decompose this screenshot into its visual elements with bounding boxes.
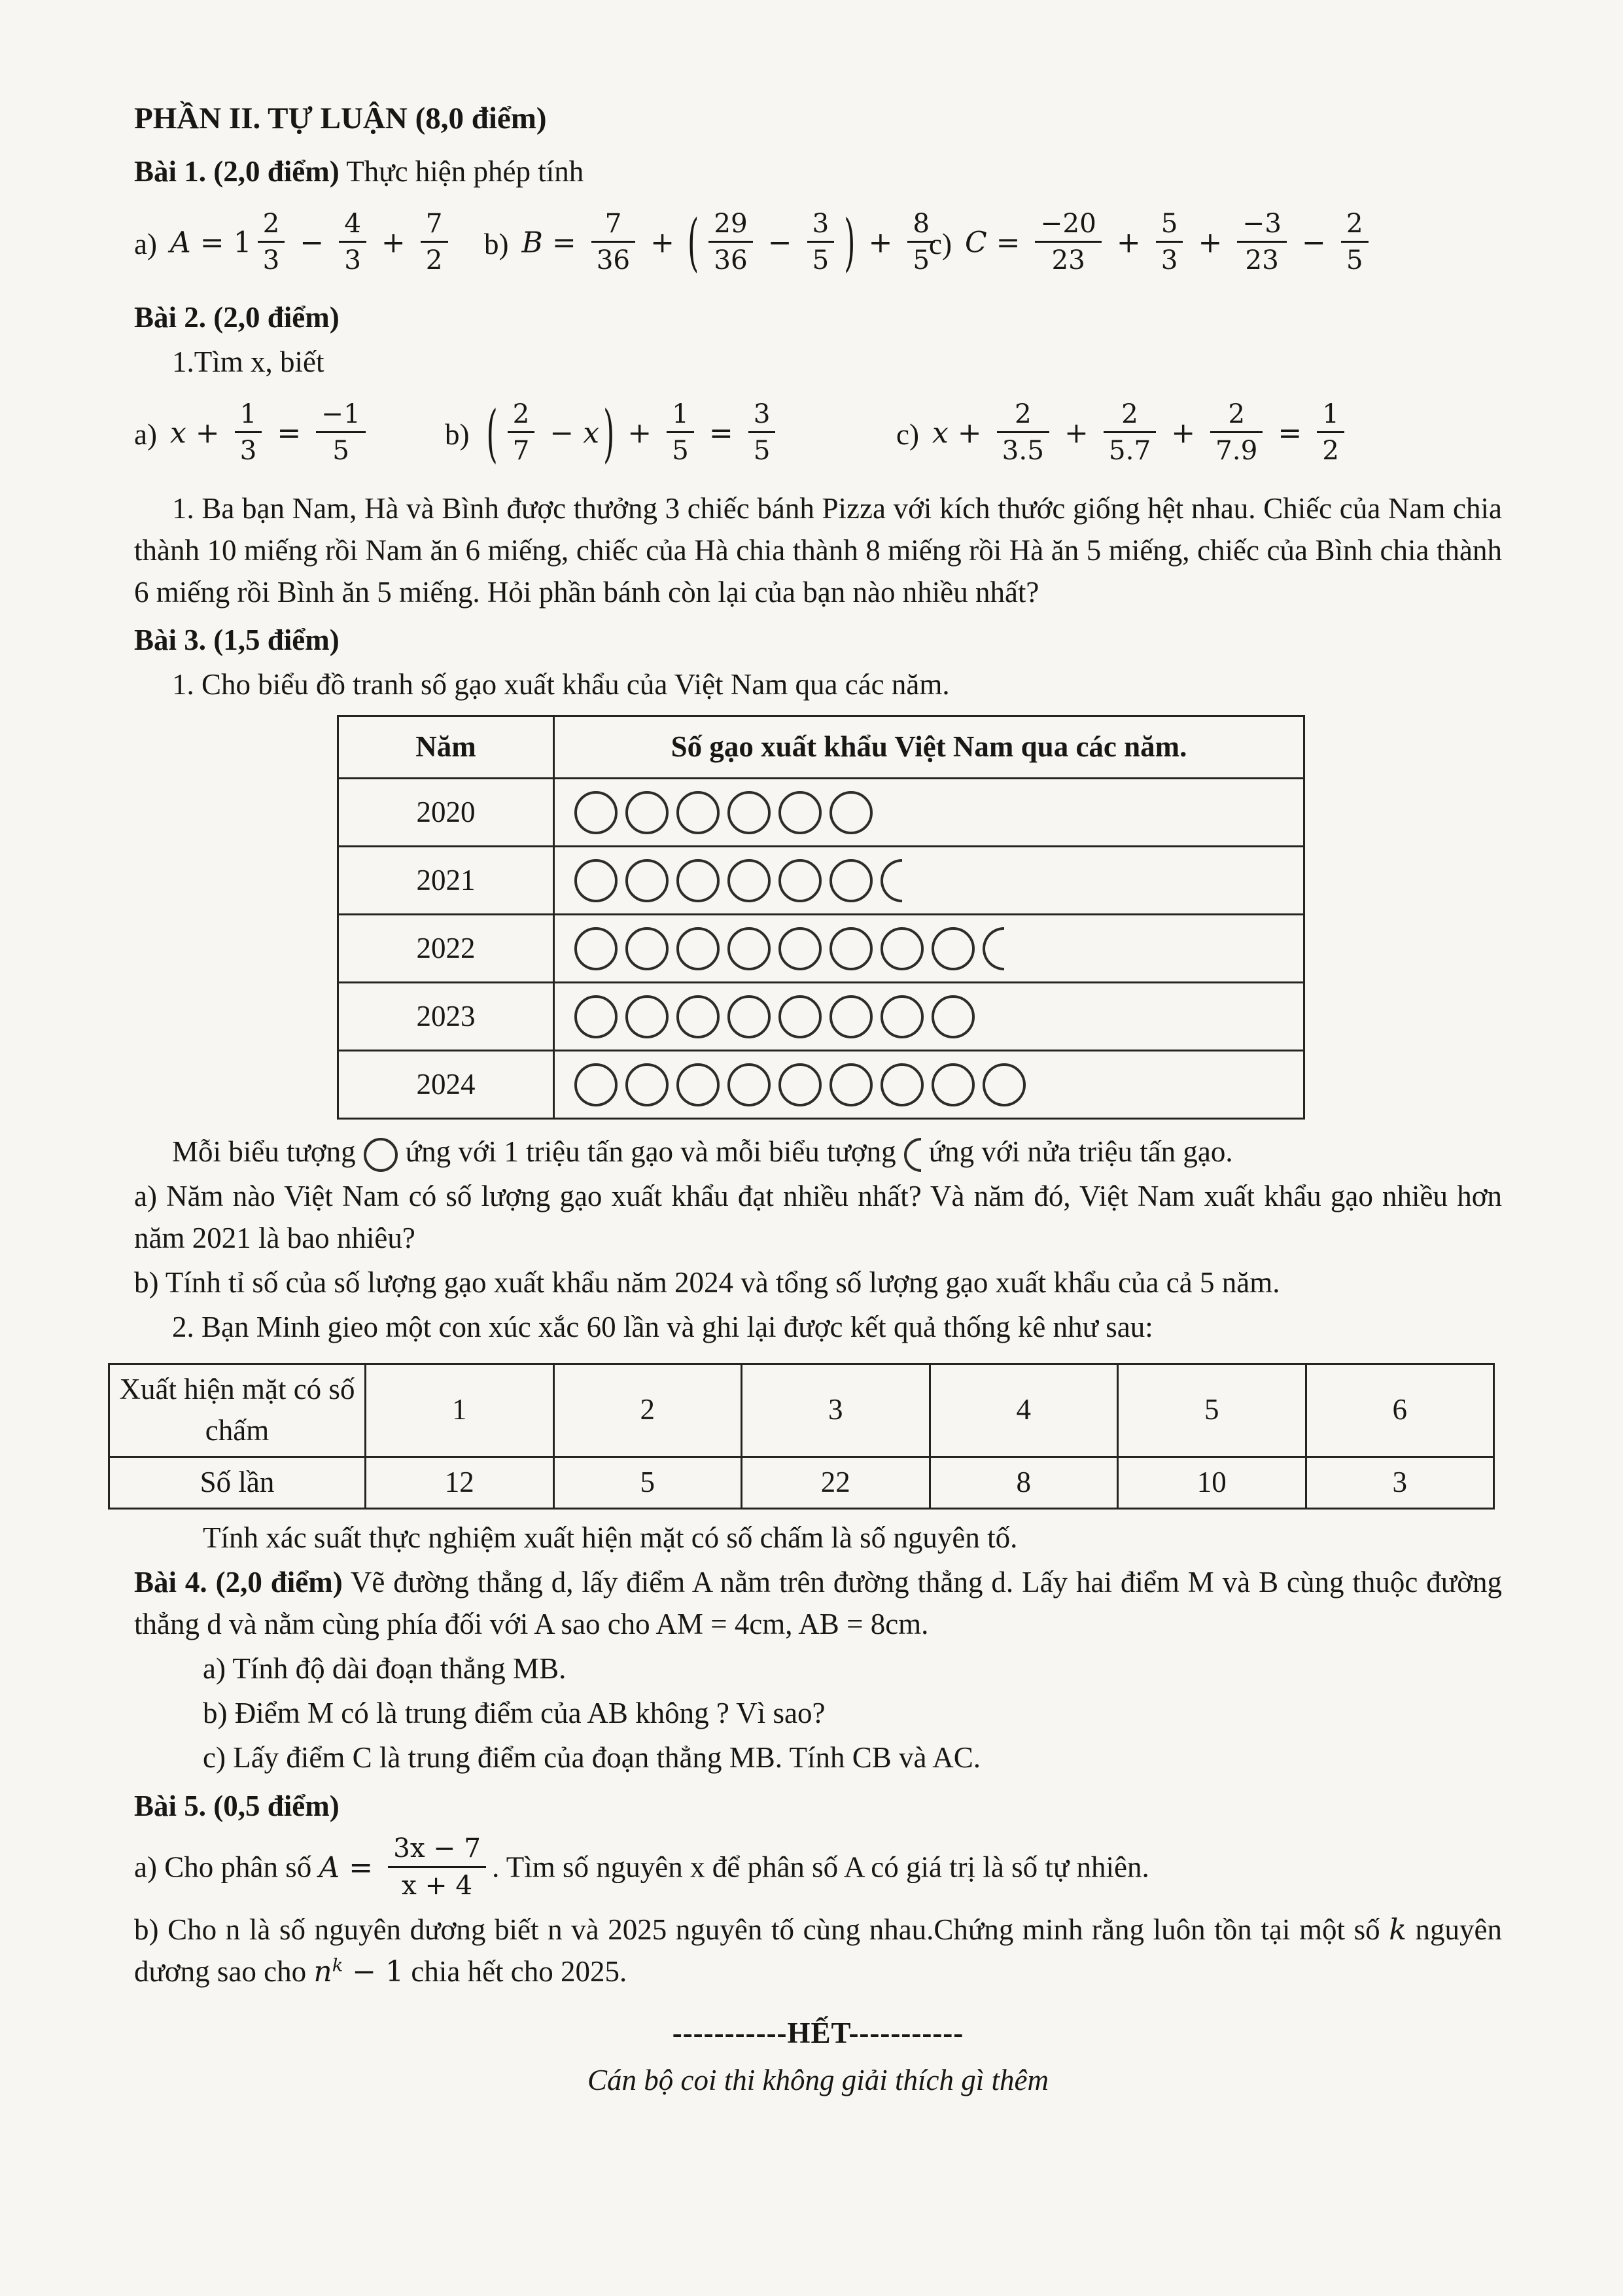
rice-full-circle-icon [625,927,669,970]
math-expression: ( $\frac{2}{7}$ − x ) + $\frac{1}{5}$ = $\frac{3}{5}$ [483,402,782,468]
fraction: $\frac{2}{3}$ [258,209,285,275]
picto-year-cell: 2020 [338,779,554,847]
bai3-item1-intro: 1. Cho biểu đồ tranh số gạo xuất khẩu của Việt Nam qua các năm. [172,668,950,701]
fraction: $\frac{2}{5}$ [1341,209,1369,275]
rice-full-circle-icon [778,791,822,834]
bai5-a-math: A = $\frac{3x - 7}{x + 4}$ [319,1851,492,1884]
bai3-heading [134,620,1502,662]
rice-full-circle-icon [676,927,720,970]
dice-row1-header: Xuất hiện mặt có số chấm [109,1364,366,1457]
bai1-label: Bài 1. [134,154,207,188]
bai2-points: (2,0 điểm) [213,301,340,334]
bai1-item-a [134,207,484,278]
bai3-item2-intro: 2. Bạn Minh gieo một con xúc xắc 60 lần và ghi lại được kết quả thống kê như sau: [172,1310,1153,1343]
rice-half-circle-icon [983,927,1004,970]
fraction: $\frac{2}{7}$ [508,399,535,466]
dice-face-cell: 5 [1118,1364,1306,1457]
fraction: $\frac{4}{3}$ [339,209,366,275]
picto-table-body [338,779,1304,1119]
picto-year-cell: 2024 [338,1051,554,1119]
bai5-item-a [134,1832,1502,1903]
rice-full-circle-icon [932,927,975,970]
picto-year-header: Năm [338,716,554,779]
picto-title: Số gạo xuất khẩu Việt Nam qua các năm. [554,716,1304,779]
fraction: $\frac{1}{3}$ [235,399,262,466]
math-expression: x + $\frac{2}{3.5}$ + $\frac{2}{5.7}$ + $\frac{2}{7.9}$ = $\frac{1}{2}$ [932,402,1350,468]
bai4-item-a: a) Tính độ dài đoạn thẳng MB. [203,1651,567,1685]
picto-legend [134,1131,1502,1173]
bai3-dice-question: Tính xác suất thực nghiệm xuất hiện mặt có số chấm là số nguyên tố. [203,1521,1018,1555]
fraction: $\frac{5}{3}$ [1156,209,1183,275]
math-expression: x + $\frac{1}{3}$ = $\frac{-1}{5}$ [170,402,372,468]
picto-year-cell: 2022 [338,915,554,983]
bai5-b-text1: b) Cho n là số nguyên dương biết n và 2025 nguyên tố cùng nhau.Chứng minh rằng luôn tồn tại một số [134,1913,1389,1947]
rice-full-circle-icon [676,995,720,1038]
rice-full-circle-icon [829,1063,873,1106]
dice-count-cell: 3 [1306,1457,1494,1509]
fraction: $\frac{1}{5}$ [667,399,694,466]
fraction: $\frac{7}{36}$ [591,209,636,275]
picto-row [338,983,1304,1051]
item-label: c) [896,417,919,451]
dice-row2-header: Số lần [109,1457,366,1509]
legend-text-3: ứng với nửa triệu tấn gạo. [928,1135,1233,1169]
bai5-b-text2: nguyên dương sao cho [134,1913,1502,1988]
dice-face-cell: 1 [366,1364,554,1457]
bai5-b-math-nk: $n^k - 1$ [313,1954,404,1988]
footer-note: Cán bộ coi thi không giải thích gì thêm [587,2063,1049,2096]
picto-year-cell: 2021 [338,847,554,915]
fraction: $\frac{2}{3.5}$ [997,399,1049,466]
rice-full-circle-icon [574,859,618,902]
bai2-heading [134,297,1502,339]
bai1-item-c [929,207,1502,278]
math-expression: C = $\frac{-20}{23}$ + $\frac{5}{3}$ + $\frac{-3}{23}$ − $\frac{2}{5}$ [965,211,1374,278]
bai5-b-math-k: k [1389,1913,1406,1947]
rice-full-circle-icon [574,995,618,1038]
dice-count-cell: 12 [366,1457,554,1509]
bai3-points: (1,5 điểm) [213,624,340,657]
fraction: $\frac{8}{5}$ [907,209,935,275]
picto-symbols-cell [554,983,1304,1051]
rice-full-circle-icon [727,791,771,834]
rice-full-circle-icon [983,1063,1026,1106]
rice-full-circle-icon [778,859,822,902]
rice-full-circle-icon [829,859,873,902]
bai4-paragraph [134,1562,1502,1646]
bai3-question-a: a) Năm nào Việt Nam có số lượng gạo xuất khẩu đạt nhiều nhất? Và năm đó, Việt Nam xuất khẩu gạo nhiều hơn năm 2021 là bao nhiêu? [134,1179,1502,1254]
picto-row [338,779,1304,847]
bai1-expressions [134,207,1502,279]
bai2-sub1: 1.Tìm x, biết [172,345,324,379]
bai1-intro: Thực hiện phép tính [346,154,584,188]
fraction: $\frac{3x - 7}{x + 4}$ [388,1833,486,1900]
dice-count-cell: 22 [742,1457,930,1509]
rice-full-circle-icon [727,1063,771,1106]
dice-count-cell: 10 [1118,1457,1306,1509]
dice-face-cell: 6 [1306,1364,1494,1457]
rice-full-circle-icon [778,995,822,1038]
footer-het: -----------HẾT----------- [672,2016,964,2049]
bai5-a-suffix: . Tìm số nguyên x để phân số A có giá trị là số tự nhiên. [492,1850,1149,1884]
fraction: $\frac{3}{5}$ [748,399,776,466]
bai1-points: (2,0 điểm) [213,154,340,188]
picto-symbols-cell [554,847,1304,915]
bai4-item-c: c) Lấy điểm C là trung điểm của đoạn thẳng MB. Tính CB và AC. [203,1740,981,1774]
part-title: PHẦN II. TỰ LUẬN (8,0 điểm) [134,101,547,135]
item-label: a) [134,227,157,260]
bai4-item-b: b) Điểm M có là trung điểm của AB không ? Vì sao? [203,1696,826,1729]
rice-full-circle-icon [727,927,771,970]
bai3-label: Bài 3. [134,624,207,657]
fraction: $\frac{29}{36}$ [708,209,753,275]
bai2-item-c [896,398,1502,468]
bai2-item-a [134,398,445,468]
item-label: a) [134,417,157,451]
picto-symbols-cell [554,1051,1304,1119]
bai2-pizza-paragraph: 1. Ba bạn Nam, Hà và Bình được thưởng 3 chiếc bánh Pizza với kích thước giống hệt nhau. Chiếc của Nam chia thành 10 miếng rồi Nam ăn 6 miếng, chiếc của Hà chia thành 8 miếng rồi Hà ăn 5 miếng, chiếc của Bình chia thành 6 miếng rồi Bình ăn 5 miếng. Hỏi phần bánh còn lại của bạn nào nhiều nhất? [134,491,1502,609]
rice-full-circle-icon [574,791,618,834]
rice-full-circle-icon [881,995,924,1038]
dice-face-cell: 3 [742,1364,930,1457]
picto-year-cell: 2023 [338,983,554,1051]
bai3-question-b: b) Tính tỉ số của số lượng gạo xuất khẩu năm 2024 và tổng số lượng gạo xuất khẩu của cả 5 năm. [134,1265,1280,1299]
fraction: $\frac{3}{5}$ [807,209,835,275]
bai2-label: Bài 2. [134,301,207,334]
rice-full-circle-icon [932,995,975,1038]
rice-full-circle-icon [676,791,720,834]
rice-full-circle-icon [625,859,669,902]
bai4-intro: Vẽ đường thẳng d, lấy điểm A nằm trên đường thẳng d. Lấy hai điểm M và B cùng thuộc đường thẳng d và nằm cùng phía đối với A sao cho AM = 4cm, AB = 8cm. [134,1566,1502,1640]
bai2-item-b [445,398,896,470]
bai5-b-text3: chia hết cho 2025. [404,1954,627,1988]
rice-full-circle-icon [727,859,771,902]
fraction: $\frac{2}{5.7}$ [1104,399,1156,466]
dice-counts-row [109,1457,1494,1509]
dice-count-cell: 5 [553,1457,742,1509]
dice-faces-row [109,1364,1494,1457]
bai2-expressions [134,398,1502,470]
rice-full-circle-icon [881,1063,924,1106]
bai5-label: Bài 5. (0,5 điểm) [134,1789,340,1822]
picto-header-row [338,716,1304,779]
picto-row [338,915,1304,983]
bai5-item-b [134,1909,1502,1993]
rice-full-circle-icon [625,791,669,834]
picto-row [338,1051,1304,1119]
bai1-heading [134,151,1502,193]
rice-full-circle-icon [676,1063,720,1106]
item-label: b) [445,417,470,451]
fraction: $\frac{-3}{23}$ [1237,209,1287,275]
math-expression: B = $\frac{7}{36}$ + ( $\frac{29}{36}$ − $\frac{3}{5}$ ) + $\frac{8}{5}$ [522,211,941,278]
rice-full-circle-icon [932,1063,975,1106]
rice-half-circle-icon [904,1138,921,1172]
rice-full-circle-icon [778,1063,822,1106]
rice-full-circle-icon [881,927,924,970]
bai1-item-b [484,207,930,279]
item-label: b) [484,227,509,260]
rice-full-circle-icon [778,927,822,970]
rice-full-circle-icon [364,1138,398,1172]
rice-export-pictogram-table [337,715,1305,1120]
bai4-label: Bài 4. (2,0 điểm) [134,1566,343,1599]
bai5-a-prefix: a) Cho phân số [134,1850,319,1884]
math-expression: A = 1 $\frac{2}{3}$ − $\frac{4}{3}$ + $\frac{7}{2}$ [170,211,454,278]
dice-statistics-table [108,1363,1495,1510]
rice-full-circle-icon [625,1063,669,1106]
rice-full-circle-icon [727,995,771,1038]
dice-face-cell: 2 [553,1364,742,1457]
fraction: $\frac{7}{2}$ [421,209,448,275]
legend-text-1: Mỗi biểu tượng [172,1135,356,1169]
rice-half-circle-icon [881,859,902,902]
fraction: $\frac{1}{2}$ [1317,399,1344,466]
legend-text-2: ứng với 1 triệu tấn gạo và mỗi biểu tượng [405,1135,896,1169]
rice-full-circle-icon [829,791,873,834]
dice-count-cell: 8 [930,1457,1118,1509]
picto-symbols-cell [554,779,1304,847]
rice-full-circle-icon [829,995,873,1038]
picto-row [338,847,1304,915]
rice-full-circle-icon [625,995,669,1038]
picto-symbols-cell [554,915,1304,983]
rice-full-circle-icon [829,927,873,970]
dice-face-cell: 4 [930,1364,1118,1457]
fraction: $\frac{-20}{23}$ [1035,209,1101,275]
fraction: $\frac{-1}{5}$ [316,399,366,466]
fraction: $\frac{2}{7.9}$ [1210,399,1263,466]
bai5-heading [134,1786,1502,1828]
item-label: c) [929,227,952,260]
rice-full-circle-icon [574,927,618,970]
rice-full-circle-icon [574,1063,618,1106]
rice-full-circle-icon [676,859,720,902]
